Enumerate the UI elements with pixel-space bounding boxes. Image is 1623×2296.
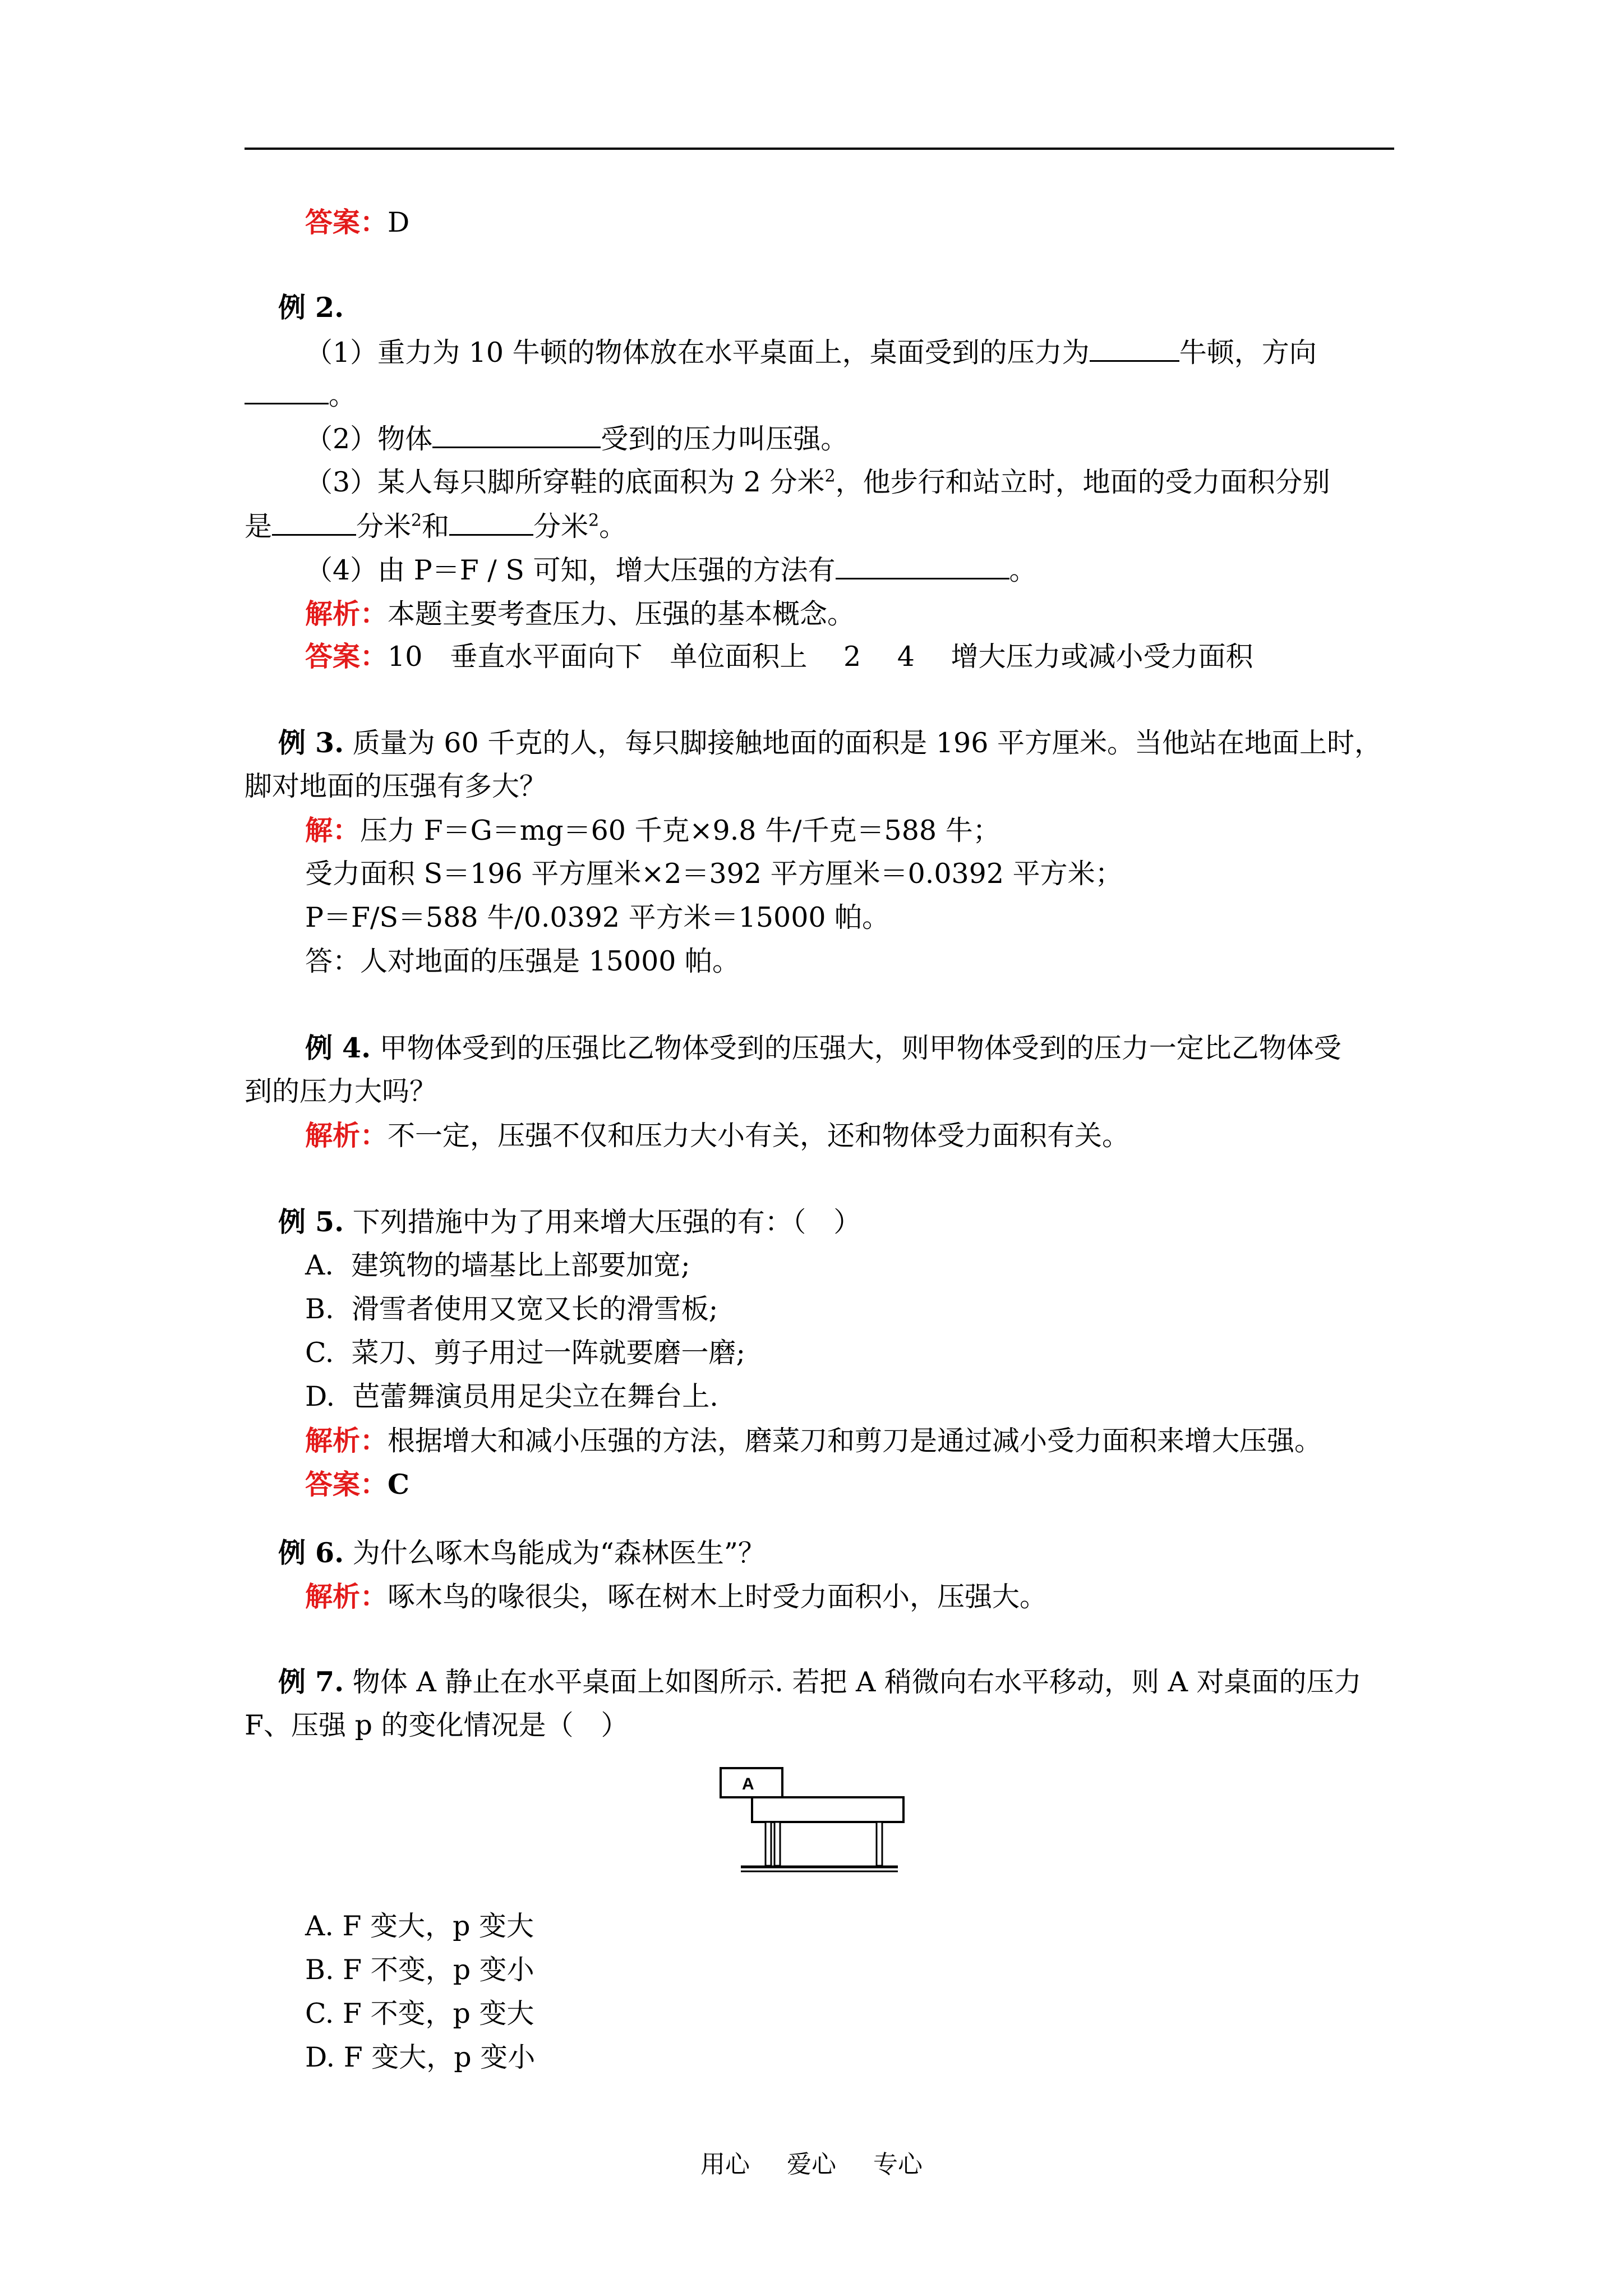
blank xyxy=(272,508,356,536)
example-7-option-b: B. F 不变，p 变小 xyxy=(305,1954,534,1986)
example-7-option-d: D. F 变大，p 变小 xyxy=(305,2041,536,2073)
blank xyxy=(449,508,533,536)
example-3-q2: 脚对地面的压强有多大？ xyxy=(245,770,547,802)
example-7-q1: 例 7. 物体 A 静止在水平桌面上如图所示. 若把 A 稍微向右水平移动，则 A 对桌面的压力 xyxy=(278,1665,1362,1698)
footer-item: 专心 xyxy=(873,2150,923,2179)
example-5-analysis: 解析：根据增大和减小压强的方法，磨菜刀和剪刀是通过减小受力面积来增大压强。 xyxy=(305,1424,1322,1457)
example-3-q1: 例 3. 质量为 60 千克的人，每只脚接触地面的面积是 196 平方厘米。当他站在地面上时， xyxy=(278,726,1382,759)
example-5-option-b: B. 滑雪者使用又宽又长的滑雪板; xyxy=(305,1293,718,1325)
example-2-q1: （1）重力为 10 牛顿的物体放在水平桌面上，桌面受到的压力为 牛顿，方向 xyxy=(305,334,1317,371)
table-leg-left-2 xyxy=(774,1822,780,1866)
example-5-q: 例 5. 下列措施中为了用来增大压强的有：（ ） xyxy=(278,1205,861,1238)
example-4-q2: 到的压力大吗？ xyxy=(245,1075,437,1107)
example-2-analysis: 解析：本题主要考查压力、压强的基本概念。 xyxy=(305,597,855,630)
blank xyxy=(245,377,329,404)
example-2-answer: 答案：10 垂直水平面向下 单位面积上 2 4 增大压力或减小受力面积 xyxy=(305,640,1253,673)
example-2-q2: （2）物体 受到的压力叫压强。 xyxy=(305,421,848,457)
example-5-option-c: C. 菜刀、剪子用过一阵就要磨一磨; xyxy=(305,1337,745,1369)
example-2-title: 例 2. xyxy=(278,291,344,324)
example-2-q3: （3）某人每只脚所穿鞋的底面积为 2 分米$^2$，他步行和站立时，地面的受力面积分别 xyxy=(305,466,1330,498)
example-5-answer: 答案：C xyxy=(305,1468,410,1501)
table-leg-left xyxy=(766,1822,771,1866)
header-rule xyxy=(245,148,1394,150)
example-7-q2: F、压强 p 的变化情况是（ ） xyxy=(245,1709,629,1741)
table-top xyxy=(752,1797,903,1822)
example-2-q4: （4）由 P＝F / S 可知，增大压强的方法有 。 xyxy=(305,552,1037,588)
example-3-s4: 答：人对地面的压强是 15000 帕。 xyxy=(305,945,740,977)
table-leg-right xyxy=(877,1822,882,1866)
blank xyxy=(432,421,601,448)
example-2-q1-cont: 。 xyxy=(245,377,356,413)
example-2-q3-cont: 是 分米$^2$和 分米$^2$。 xyxy=(245,508,626,545)
example-4-q1: 例 4. 甲物体受到的压强比乙物体受到的压强大，则甲物体受到的压力一定比乙物体受 xyxy=(305,1032,1341,1064)
block-a-label: A xyxy=(742,1775,754,1793)
example-5-option-d: D. 芭蕾舞演员用足尖立在舞台上. xyxy=(305,1381,718,1412)
example-3-s2: 受力面积 S＝196 平方厘米×2＝392 平方厘米＝0.0392 平方米； xyxy=(305,858,1123,890)
blank xyxy=(1090,334,1179,362)
footer-item: 爱心 xyxy=(787,2150,836,2179)
example-5-option-a: A. 建筑物的墙基比上部要加宽; xyxy=(305,1249,690,1281)
example-4-analysis: 解析：不一定，压强不仅和压力大小有关，还和物体受力面积有关。 xyxy=(305,1119,1130,1152)
blank xyxy=(836,552,1009,579)
answer-1: 答案：D xyxy=(305,206,410,238)
example-6-q: 例 6. 为什么啄木鸟能成为“森林医生”？ xyxy=(278,1536,766,1569)
example-6-analysis: 解析：啄木鸟的喙很尖，啄在树木上时受力面积小，压强大。 xyxy=(305,1580,1048,1613)
example-3-s1: 解：压力 F＝G＝mg＝60 千克×9.8 牛/千克＝588 牛； xyxy=(305,814,1000,846)
footer-item: 用心 xyxy=(700,2150,750,2179)
example-3-s3: P＝F/S＝588 牛/0.0392 平方米＝15000 帕。 xyxy=(305,901,890,933)
page-footer xyxy=(0,2144,1623,2180)
table-block-figure xyxy=(718,1756,909,1879)
example-7-option-a: A. F 变大，p 变大 xyxy=(305,1910,534,1942)
example-7-option-c: C. F 不变，p 变大 xyxy=(305,1998,534,2030)
